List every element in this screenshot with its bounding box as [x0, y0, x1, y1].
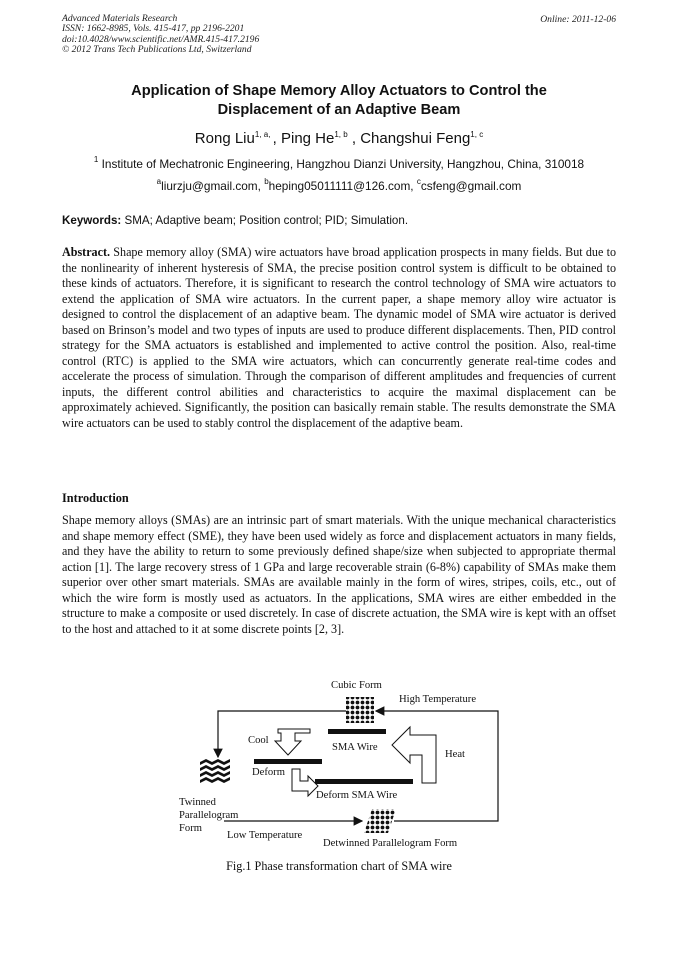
label-low-temperature: Low Temperature	[227, 830, 303, 841]
abstract-label: Abstract.	[62, 245, 111, 259]
keywords-label: Keywords:	[62, 214, 122, 227]
label-twinned-3: Form	[179, 823, 202, 834]
introduction-heading: Introduction	[62, 491, 129, 505]
label-cubic-form: Cubic Form	[331, 680, 382, 691]
figure-caption: Fig.1 Phase transformation chart of SMA wire	[226, 859, 452, 873]
deform-arrow-icon	[292, 769, 318, 796]
author-list	[62, 130, 616, 147]
author-name: Rong Liu	[194, 130, 255, 147]
heating-path-arrow	[376, 711, 498, 821]
author-sup: 1, c	[470, 130, 484, 139]
label-detwinned-form: Detwinned Parallelogram Form	[323, 838, 458, 849]
twinned-lattice-icon	[200, 759, 230, 783]
cubic-lattice-icon	[346, 697, 374, 723]
title-line-2: Displacement of an Adaptive Beam	[217, 101, 461, 118]
journal-header	[62, 14, 259, 56]
sma-wire-bar	[328, 729, 386, 734]
affiliation-text: Institute of Mechatronic Engineering, Hangzhou Dianzi University, Hangzhou, China, 310018	[98, 157, 585, 171]
doi-line: doi:10.4028/www.scientific.net/AMR.415-417.2196	[62, 33, 260, 45]
email-list	[62, 179, 616, 193]
introduction-text: Shape memory alloys (SMAs) are an intrinsic part of smart materials. With the unique mechanical characteristics and shape memory effect (SME), they have been used widely as force and displacement actuators in many fields, and they have the ability to return to some previously defined shape/size when subjected to appropriate thermal action [1]. The large recovery stress of 1 GPa and large recoverable strain (6-8%) capability of SMAs make them superior over other smart materials. SMAs are available mainly in the form of wires, stripes, coils, etc., out of which the wire form is mostly used as actuators. In the applications, SMA wires are either embedded in the structure to make a composite or used discretely. In case of discrete actuation, the SMA wire is kept with an offset to the host and attached to it at some discrete points [2, 3].	[62, 513, 616, 636]
email: heping05011111@126.com,	[268, 179, 417, 193]
email-sup: a	[156, 177, 162, 186]
heat-arrow-icon	[392, 727, 436, 783]
author-name: Ping He	[280, 130, 335, 147]
author-name: Changshui Feng	[360, 130, 471, 147]
label-deform-sma-wire: Deform SMA Wire	[316, 790, 398, 801]
copyright-line: © 2012 Trans Tech Publications Ltd, Switzerland	[62, 44, 252, 56]
email-sup: c	[416, 177, 421, 186]
keywords-text: SMA; Adaptive beam; Position control; PID; Simulation.	[121, 214, 409, 227]
label-high-temperature: High Temperature	[399, 694, 477, 705]
email-sup: b	[264, 177, 269, 186]
author-sep: ,	[347, 130, 361, 147]
detwinned-lattice-icon	[364, 809, 396, 833]
title-line-1: Application of Shape Memory Alloy Actuators to Control the	[131, 83, 547, 99]
email: liurzju@gmail.com,	[161, 179, 265, 193]
keywords	[62, 214, 616, 227]
email: csfeng@gmail.com	[420, 179, 522, 193]
label-twinned-1: Twinned	[179, 797, 216, 808]
journal-name: Advanced Materials Research	[62, 13, 178, 24]
phase-transformation-figure	[160, 675, 530, 860]
author-sep: ,	[272, 130, 281, 147]
abstract	[62, 245, 616, 432]
label-heat: Heat	[445, 749, 465, 760]
phase-diagram	[160, 675, 530, 860]
author-sup: 1, a,	[254, 130, 273, 139]
label-cool: Cool	[248, 735, 269, 746]
deform-sma-wire-bar	[315, 779, 413, 784]
label-sma-wire: SMA Wire	[332, 742, 378, 753]
affiliation-sup: 1	[93, 155, 99, 164]
author-sup: 1, b	[334, 130, 348, 139]
deformed-wire-bar-left	[254, 759, 322, 764]
label-twinned-2: Parallelogram	[179, 810, 239, 821]
abstract-text: Shape memory alloy (SMA) wire actuators have broad application prospects in many fields. But due to the nonlinearity of inherent hysteresis of SMA, the precise position control system is difficult to be obtained to these kinds of actuators. Therefore, it is significant to research the control technology of SMA wire actuators to extend the application of SMA wire actuators. In the current paper, a shape memory alloy wire actuator is designed to control the displacement of an adaptive beam. The dynamic model of SMA wire actuator is derived based on Brinson’s model and two types of inputs are used to produce different displacements. Then, PID control strategy for the SMA actuators is established and implemented to active control the position. Also, real-time control (RTC) is applied to the SMA wire actuators, which can concurrently generate real-time codes and accelerate the process of simulation. Through the comparison of different amplitudes and frequencies of current inputs, the different control abilities and characteristics to acquire the maximal displacement can be approximately achieved. Significantly, the position can basically remain stable. The results demonstrate the SMA wire actuators can be used to stably control the displacement of the adaptive beam.	[62, 245, 616, 431]
cool-arrow-icon	[275, 729, 310, 755]
label-deform: Deform	[252, 767, 285, 778]
affiliation	[62, 157, 616, 171]
online-date: Online: 2011-12-06	[540, 14, 616, 25]
issn-line: ISSN: 1662-8985, Vols. 415-417, pp 2196-2201	[62, 23, 245, 35]
paper-title	[62, 82, 616, 119]
